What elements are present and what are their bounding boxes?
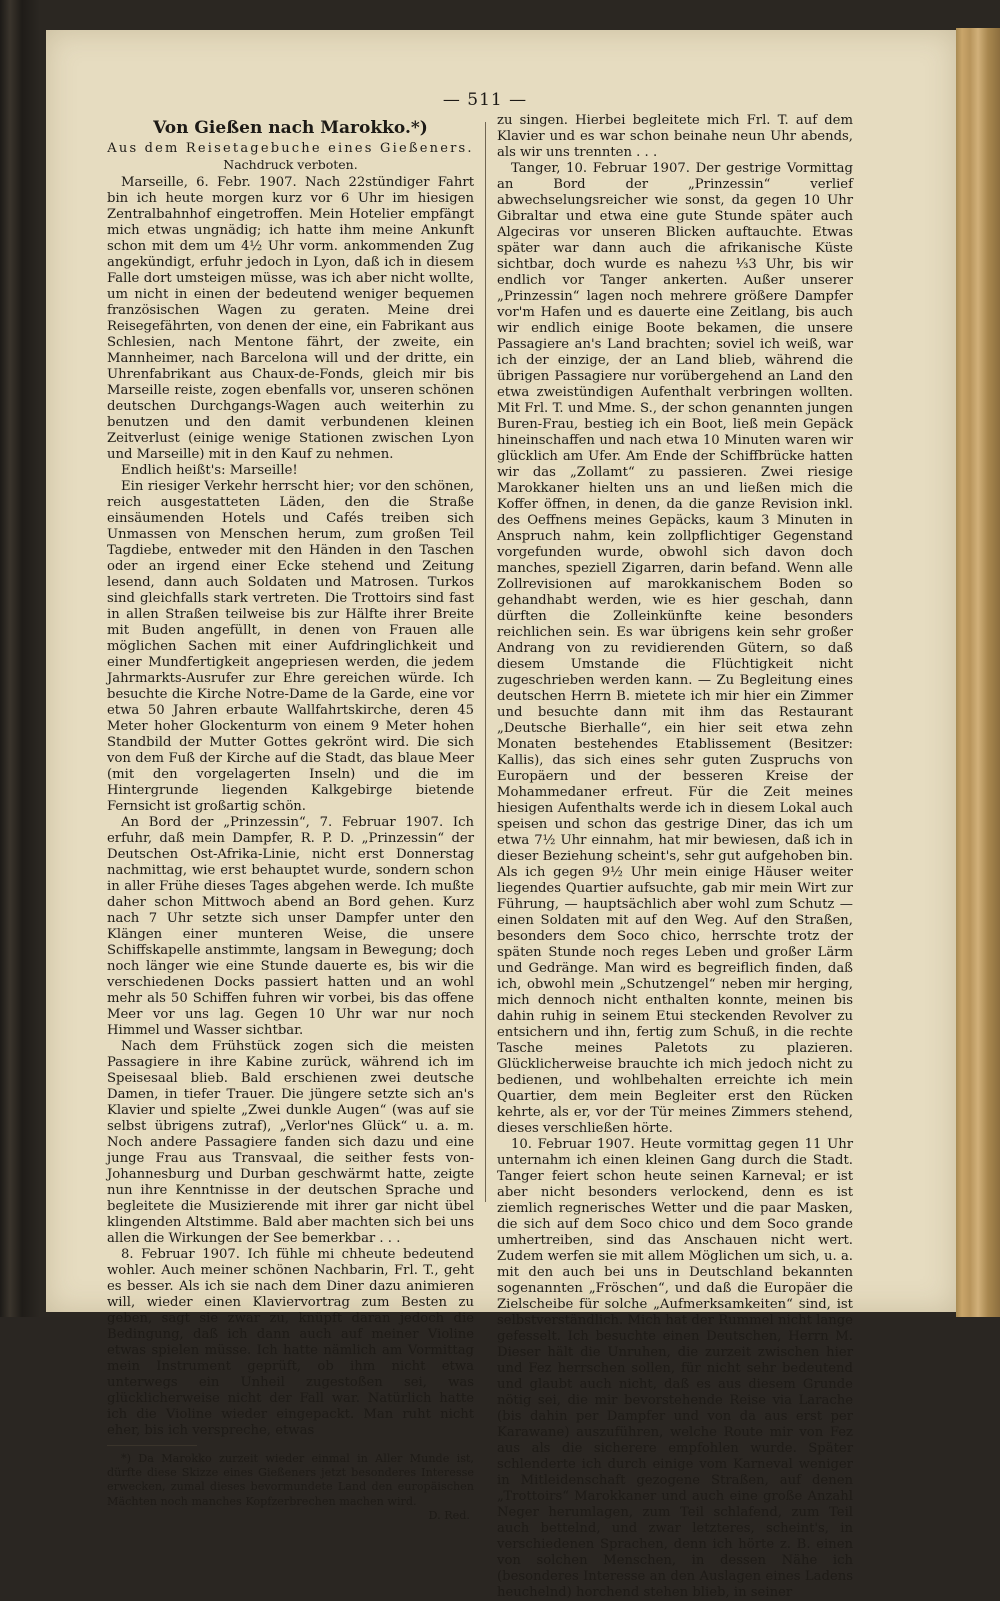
- paragraph-verkehr: Ein riesiger Verkehr herrscht hier; vor den schönen, reich ausgestatteten Läden, den die Straße einsäumenden Hotels und Cafés treiben sich Unmassen von Menschen herum, zum großen Teil Tagdiebe, entweder mit den Händen in den Taschen oder an irgend einer Ecke stehend und Zeitung lesend, dann auch Soldaten und Matrosen. Turkos sind gleichfalls stark vertreten. Die Trottoirs sind fast in allen Straßen teilweise bis zur Hälfte ihrer Breite mit Buden angefüllt, in denen von Frauen alle möglichen Sachen mit einer Aufdringlichkeit und einer Mundfertigkeit angepriesen werden, die jedem Jahrmarkts-Ausrufer zur Ehre gereichen würde. Ich besuchte die Kirche Notre-Dame de la Garde, eine vor etwa 50 Jahren erbaute Wallfahrtskirche, deren 45 Meter hoher Glockenturm von einem 9 Meter hohen Standbild der Mutter Gottes gekrönt wird. Die sich von dem Fuß der Kirche auf die Stadt, das blaue Meer (mit den vorgelagerten Inseln) und die im Hintergrunde liegenden Kalkgebirge bietende Fernsicht ist großartig schön.: [107, 479, 474, 814]
- article-subtitle: Aus dem Reisetagebuche eines Gießeners.: [107, 141, 474, 156]
- book-page-edges: [956, 28, 1000, 1317]
- page-number: — 511 —: [442, 90, 528, 110]
- paragraph-zu-singen: zu singen. Hierbei begleitete mich Frl. T. auf dem Klavier und es war schon beinahe neun Uhr abends, als wir uns trennten . . .: [497, 113, 853, 160]
- left-column: [107, 113, 474, 1523]
- footnote-rule: [107, 1445, 197, 1446]
- article-title: Von Gießen nach Marokko.*): [153, 118, 428, 138]
- right-column: [497, 113, 853, 1601]
- footnote-signature: D. Red.: [428, 1508, 470, 1522]
- paragraph-marseille: Marseille, 6. Febr. 1907. Nach 22stündiger Fahrt bin ich heute morgen kurz vor 6 Uhr im hiesigen Zentralbahnhof eingetroffen. Mein Hotelier empfängt mich etwas ungnädig; ich hatte ihm meine Ankunft schon mit dem um 4½ Uhr vorm. ankommenden Zug angekündigt, erfuhr jedoch in Lyon, daß ich in diesem Falle dort umsteigen müsse, was ich aber nicht wollte, um nicht in einen der bedeutend weniger bequemen französischen Wagen zu geraten. Meine drei Reisegefährten, von denen der eine, ein Fabrikant aus Schlesien, nach Mentone fährt, der zweite, ein Mannheimer, nach Barcelona will und der dritte, ein Uhrenfabrikant aus Chaux-de-Fonds, gleich mir bis Marseille reiste, zogen ebenfalls vor, unseren schönen deutschen Durchgangs-Wagen auch weiterhin zu benutzen und den damit verbundenen kleinen Zeitverlust (einige wenige Stationen zwischen Lyon und Marseille) mit in den Kauf zu nehmen.: [107, 175, 474, 462]
- paragraph-endlich: Endlich heißt's: Marseille!: [121, 463, 298, 478]
- paragraph-8-februar: 8. Februar 1907. Ich fühle mi chheute bedeutend wohler. Auch meiner schönen Nachbarin, Frl. T., geht es besser. Als ich sie nach dem Diner dazu animieren will, wieder einen Klaviervortrag zum Besten zu geben, sagt sie zwar zu, knüpft daran jedoch die Bedingung, daß ich dann auch auf meiner Violine etwas spielen müsse. Ich hatte nämlich am Vormittag mein Instrument geprüft, ob ihm nicht etwa unterwegs ein Unheil zugestoßen sei, was glücklicherweise nicht der Fall war. Natürlich hatte ich die Violine wieder eingepackt. Man ruht nicht eher, bis ich verspreche, etwas: [107, 1247, 474, 1438]
- paragraph-tanger: Tanger, 10. Februar 1907. Der gestrige Vormittag an Bord der „Prinzessin“ verlief abwechselungsreicher wie sonst, da gegen 10 Uhr Gibraltar und etwa eine gute Stunde später auch Algeciras vor unseren Blicken auftauchte. Etwas später war dann auch die afrikanische Küste sichtbar, doch wurde es nahezu ⅓3 Uhr, bis wir endlich vor Tanger ankerten. Außer unserer „Prinzessin“ lagen noch mehrere größere Dampfer vor'm Hafen und es dauerte eine Zeitlang, bis auch wir endlich einige Boote bekamen, die unsere Passagiere an's Land brachten; soviel ich weiß, war ich der einzige, der an Land blieb, während die übrigen Passagiere nur vorübergehend an Land den etwa zweistündigen Aufenthalt verbringen wollten. Mit Frl. T. und Mme. S., der schon genannten jungen Buren-Frau, bestieg ich ein Boot, ließ mein Gepäck hineinschaffen und nach etwa 10 Minuten waren wir glücklich am Ufer. Am Ende der Schiffbrücke hatten wir das „Zollamt“ zu passieren. Zwei riesige Marokkaner hielten uns an und ließen mich die Koffer öffnen, in denen, da die ganze Revision inkl. des Oeffnens meines Gepäcks, kaum 3 Minuten in Anspruch nahm, kein zollpflichtiger Gegenstand vorgefunden wurde, obwohl sich davon doch manches, speziell Zigarren, darin befand. Wenn alle Zollrevisionen auf marokkanischem Boden so gehandhabt werden, wie es hier geschah, dann dürften die Zolleinkünfte keine besonders reichlichen sein. Es war übrigens kein sehr großer Andrang von zu revidierenden Gütern, so daß diesem Umstande die Flüchtigkeit nicht zugeschrieben werden kann. — Zu Begleitung eines deutschen Herrn B. mietete ich mir hier ein Zimmer und besuchte dann mit ihm das Restaurant „Deutsche Bierhalle“, ein hier seit etwa zehn Monaten bestehendes Etablissement (Besitzer: Kallis), das sich eines sehr guten Zuspruchs von Europäern und der besseren Kreise der Mohammedaner erfreut. Für die Zeit meines hiesigen Aufenthalts werde ich in diesem Lokal auch speisen und schon das gestrige Diner, das ich um etwa 7½ Uhr einnahm, hat mir bewiesen, daß ich in dieser Beziehung scheint's, sehr gut aufgehoben bin. Als ich gegen 9½ Uhr mein einige Häuser weiter liegendes Quartier aufsuchte, gab mir mein Wirt zur Führung, — hauptsächlich aber wohl zum Schutz — einen Soldaten mit auf den Weg. Auf den Straßen, besonders dem Soco chico, herrschte trotz der späten Stunde noch reges Leben und großer Lärm und Gedränge. Man wird es begreiflich finden, daß ich, obwohl mein „Schutzengel“ neben mir herging, mich dennoch nicht enthalten konnte, meinen bis dahin ruhig in seinem Etui steckenden Revolver zu entsichern und ihn, fertig zum Schuß, in die rechte Tasche meines Paletots zu plazieren. Glücklicherweise brauchte ich mich jedoch nicht zu bedienen, und wohlbehalten erreichte ich mein Quartier, dem mein Begleiter erst den Rücken kehrte, als er, vor der Tür meines Zimmers stehend, dieses verschließen hörte.: [497, 161, 853, 1136]
- column-divider: [485, 122, 486, 1202]
- paragraph-fruehstueck: Nach dem Frühstück zogen sich die meisten Passagiere in ihre Kabine zurück, während ich im Speisesaal blieb. Bald erschienen zwei deutsche Damen, in tiefer Trauer. Die jüngere setzte sich an's Klavier und spielte „Zwei dunkle Augen“ (was auf sie selbst übrigens zutraf), „Verlor'nes Glück“ u. a. m. Noch andere Passagiere fanden sich dazu und eine junge Frau aus Transvaal, die seither fests von-Johannesburg und Durban geschwärmt hatte, zeigte nun ihre Kenntnisse in der deutschen Sprache und begleitete die Musizierende mit ihrer gar nicht übel klingenden Altstimme. Bald aber machten sich bei uns allen die Wirkungen der See bemerkbar . . .: [107, 1039, 474, 1246]
- paragraph-an-bord: An Bord der „Prinzessin“, 7. Februar 1907. Ich erfuhr, daß mein Dampfer, R. P. D. „Prinzessin“ der Deutschen Ost-Afrika-Linie, nicht erst Donnerstag nachmittag, wie erst behauptet wurde, sondern schon in aller Frühe dieses Tages abgehen werde. Ich mußte daher schon Mittwoch abend an Bord gehen. Kurz nach 7 Uhr setzte sich unser Dampfer unter den Klängen einer munteren Weise, die unsere Schiffskapelle anstimmte, langsam in Bewegung; doch noch länger wie eine Stunde dauerte es, bis wir die verschiedenen Docks passiert hatten und an wohl mehr als 50 Schiffen fuhren wir vorbei, bis das offene Meer vor uns lag. Gegen 10 Uhr war nur noch Himmel und Wasser sichtbar.: [107, 815, 474, 1038]
- reprint-note: Nachdruck verboten.: [223, 157, 358, 172]
- paragraph-10-februar: 10. Februar 1907. Heute vormittag gegen 11 Uhr unternahm ich einen kleinen Gang durch die Stadt. Tanger feiert schon heute seinen Karneval; er ist aber nicht besonders verlockend, denn es ist ziemlich regnerisches Wetter und die paar Masken, die sich auf dem Soco chico und dem Soco grande umhertreiben, sind das Anschauen nicht wert. Zudem werfen sie mit allem Möglichen um sich, u. a. mit den auch bei uns in Deutschland bekannten sogenannten „Fröschen“, und daß die Europäer die Zielscheibe für solche „Aufmerksamkeiten“ sind, ist selbstverständlich. Mich hat der Rummel nicht lange gefesselt. Ich besuchte einen Deutschen, Herrn M. Dieser hält die Unruhen, die zurzeit zwischen hier und Fez herrschen sollen, für nicht sehr bedeutend und glaubt auch nicht, daß es aus diesem Grunde nötig sei, die mir bevorstehende Reise via Larache (bis dahin per Dampfer und von da aus erst per Karawane) auszuführen, welche Route mir von Fez aus als die sicherere empfohlen wurde. Später schlenderte ich durch einige vom Karneval weniger in Mitleidenschaft gezogene Straßen, auf denen „Trottoirs“ Marokkaner und auch eine große Anzahl Neger herumlagen, zum Teil schlafend, zum Teil auch bettelnd, und zwar letzteres, scheint's, in verschiedenen Sprachen, denn ich hörte z. B. einen von solchen Menschen, in dessen Nähe ich (besonderes Interesse an den Auslagen eines Ladens heuchelnd) horchend stehen blieb, in seiner: [497, 1137, 853, 1600]
- footnote: *) Da Marokko zurzeit wieder einmal in Aller Munde ist, dürfte diese Skizze eines Gießeners jetzt besonderes Interesse erwecken, zumal dieses bevormundete Land den europäischen Mächten noch manches Kopfzerbrechen machen wird.: [107, 1452, 474, 1508]
